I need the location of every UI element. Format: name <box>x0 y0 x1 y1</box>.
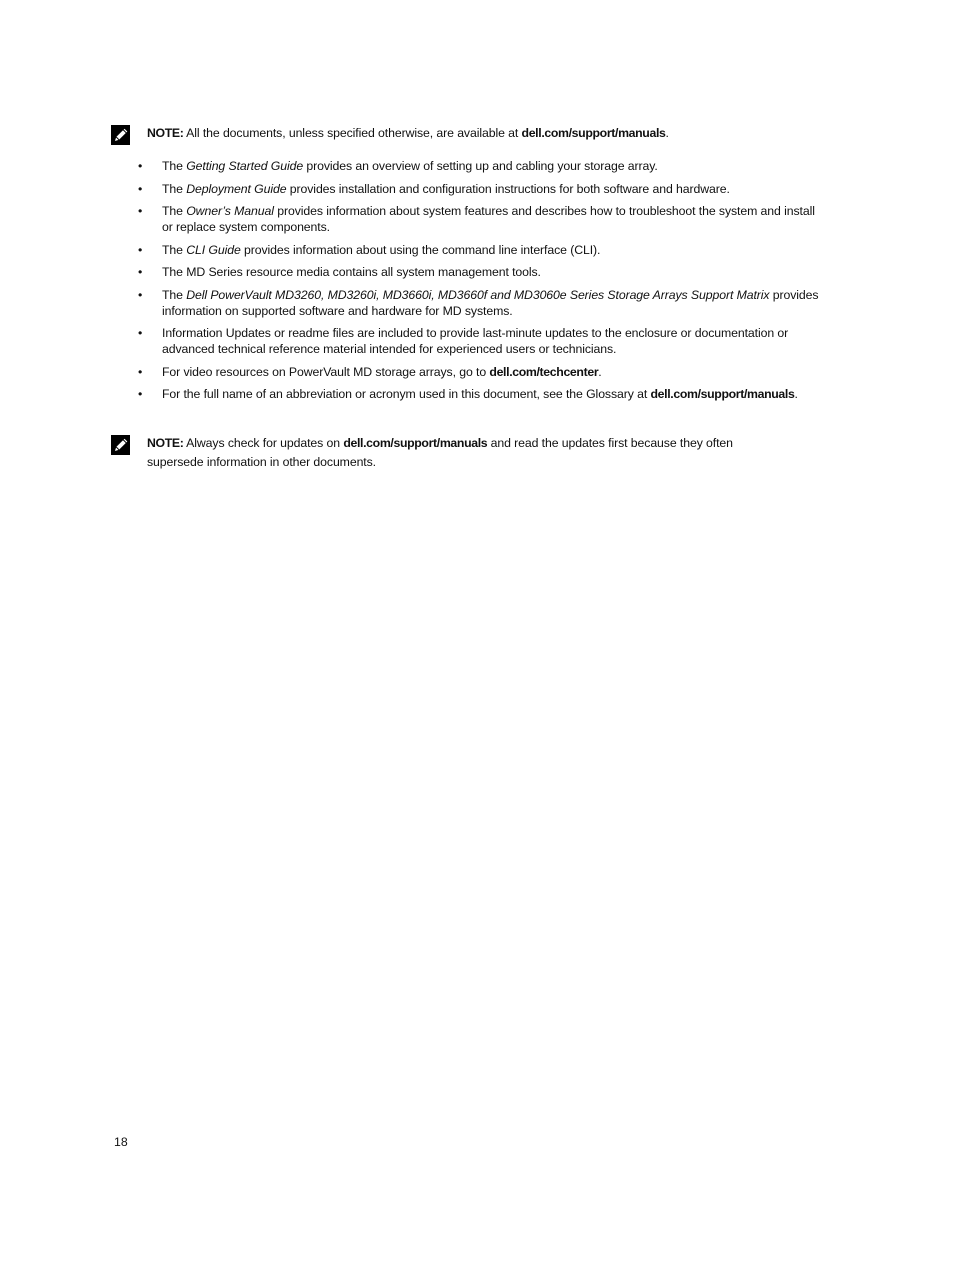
item-text: For video resources on PowerVault MD storage arrays, go to <box>162 364 490 379</box>
note-label: NOTE: <box>147 436 184 450</box>
resource-link[interactable]: dell.com/support/manuals <box>650 387 795 401</box>
list-item <box>130 325 820 357</box>
bullet-marker: • <box>138 364 143 379</box>
item-text: The <box>162 159 187 173</box>
item-text: provides information on supported software and hardware for MD systems. <box>162 287 819 318</box>
item-text: provides an overview of setting up and cabling your storage array. <box>303 159 658 173</box>
item-text: . <box>794 387 798 401</box>
item-text: For the full name of an abbreviation or acronym used in this document, see the Glossary at <box>162 387 651 401</box>
bullet-marker: • <box>138 326 143 340</box>
document-title: Dell PowerVault MD3260, MD3260i, MD3660i, MD3660f and MD3060e Series Storage Arrays Support Matrix <box>186 287 770 302</box>
item-text: provides information about using the command line interface (CLI). <box>240 242 601 257</box>
bullet-marker: • <box>138 181 143 196</box>
bullet-marker: • <box>138 242 143 257</box>
item-text: The MD Series resource media contains all system management tools. <box>162 265 541 279</box>
note-label: NOTE: <box>147 126 184 140</box>
document-title: Owner’s Manual <box>186 204 274 218</box>
item-text: The <box>162 287 187 302</box>
list-item <box>130 242 820 258</box>
item-text: The <box>162 204 187 218</box>
list-item <box>130 158 820 174</box>
bullet-marker: • <box>138 204 143 218</box>
item-text: The <box>162 181 187 196</box>
note-1 <box>110 124 790 143</box>
item-text: provides information about system features and describes how to troubleshoot the system and install or replace system components. <box>162 204 815 234</box>
support-manuals-link[interactable]: dell.com/support/manuals <box>343 436 488 450</box>
list-item <box>130 287 820 319</box>
document-title: Deployment Guide <box>186 181 287 196</box>
pencil-note-icon <box>110 124 132 146</box>
list-item <box>130 264 820 280</box>
resource-list <box>130 158 820 409</box>
item-text: . <box>598 364 602 379</box>
document-title: CLI Guide <box>186 242 241 257</box>
note-end: and read the updates first because they often supersede information in other documents. <box>147 436 733 469</box>
note-2 <box>110 434 790 472</box>
page-number: 18 <box>114 1135 128 1149</box>
bullet-marker: • <box>138 265 143 279</box>
item-text: provides installation and configuration instructions for both software and hardware. <box>286 181 730 196</box>
note-end: . <box>665 126 669 140</box>
resource-link[interactable]: dell.com/techcenter <box>489 364 599 379</box>
pencil-note-icon <box>110 434 132 456</box>
bullet-marker: • <box>138 387 143 401</box>
document-title: Getting Started Guide <box>186 159 304 173</box>
note-body: All the documents, unless specified otherwise, are available at <box>183 126 522 140</box>
list-item <box>130 364 820 380</box>
bullet-marker: • <box>138 287 143 302</box>
note-2-text <box>147 434 790 472</box>
item-text: The <box>162 242 187 257</box>
list-item <box>130 203 820 235</box>
bullet-marker: • <box>138 159 143 173</box>
support-manuals-link[interactable]: dell.com/support/manuals <box>521 126 666 140</box>
note-1-text <box>147 124 790 143</box>
item-text: Information Updates or readme files are included to provide last-minute updates to the enclosure or documentation or advanced technical reference material intended for experienced users or technicians. <box>162 326 789 356</box>
list-item <box>130 181 820 197</box>
list-item <box>130 386 820 402</box>
note-body: Always check for updates on <box>183 436 344 450</box>
